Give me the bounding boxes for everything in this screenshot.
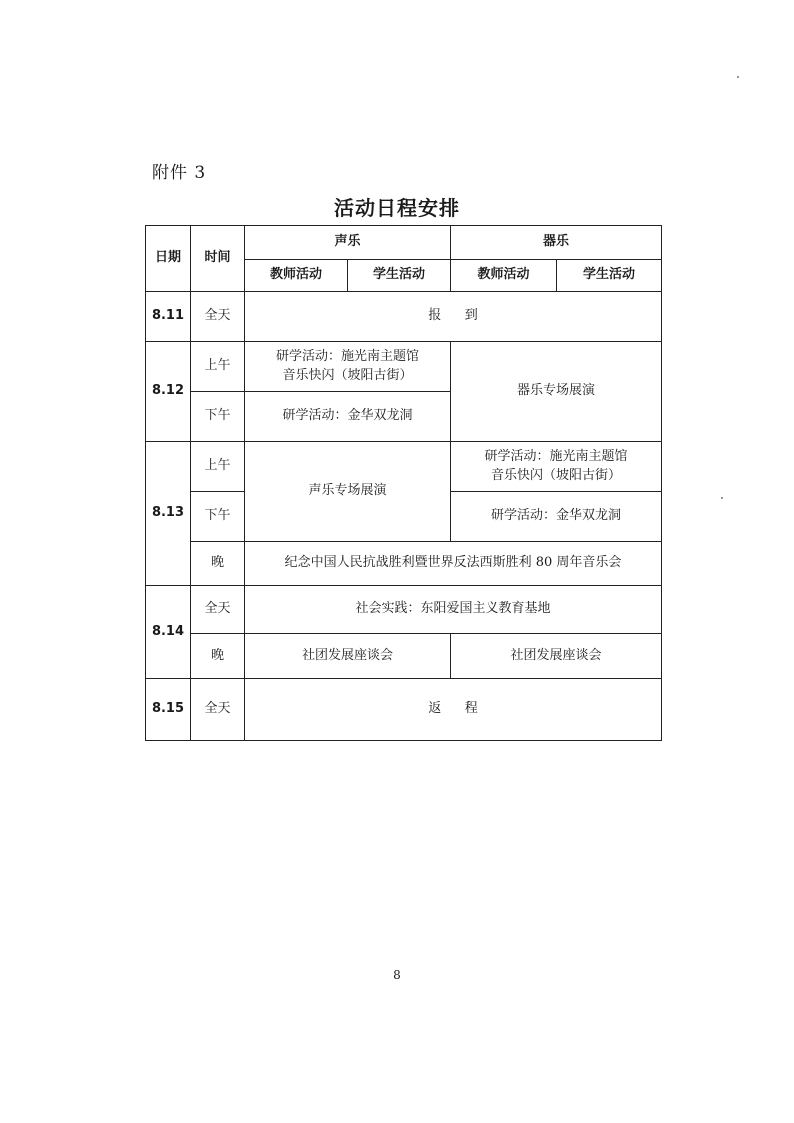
event-8-12-morning-vocal xyxy=(245,342,451,392)
header-date: 日期 xyxy=(146,226,191,292)
time-8-12-morning: 上午 xyxy=(191,342,245,392)
header-instr-teacher: 教师活动 xyxy=(451,260,557,292)
event-8-14-evening-instr: 社团发展座谈会 xyxy=(451,634,662,679)
event-8-13-vocal: 声乐专场展演 xyxy=(245,442,451,542)
schedule-table xyxy=(145,225,662,741)
event-8-13-afternoon-instr: 研学活动：金华双龙洞 xyxy=(451,492,662,542)
event-8-12-afternoon-vocal: 研学活动：金华双龙洞 xyxy=(245,392,451,442)
instr-8-13-line2: 音乐快闪（坡阳古街） xyxy=(491,467,622,483)
event-8-11-checkin xyxy=(245,292,662,342)
scan-speck xyxy=(737,76,739,78)
vocal-8-12-line2: 音乐快闪（坡阳古街） xyxy=(282,367,413,383)
time-8-14-evening: 晚 xyxy=(191,634,245,679)
time-8-15-allday: 全天 xyxy=(191,679,245,741)
header-vocal-teacher: 教师活动 xyxy=(245,260,348,292)
header-time: 时间 xyxy=(191,226,245,292)
header-vocal-student: 学生活动 xyxy=(348,260,451,292)
return-part2: 程 xyxy=(464,701,478,717)
event-8-14-practice: 社会实践：东阳爱国主义教育基地 xyxy=(245,586,662,634)
event-8-14-evening-vocal: 社团发展座谈会 xyxy=(245,634,451,679)
date-8-15: 8.15 xyxy=(146,679,191,741)
page-number: 8 xyxy=(393,968,401,982)
date-8-14: 8.14 xyxy=(146,586,191,679)
checkin-part1: 报 xyxy=(428,308,442,324)
scan-speck xyxy=(721,497,723,499)
event-8-13-morning-instr xyxy=(451,442,662,492)
date-8-13: 8.13 xyxy=(146,442,191,586)
attachment-label: 附件 3 xyxy=(152,163,207,183)
page-title: 活动日程安排 xyxy=(334,196,460,220)
event-8-12-instrumental: 器乐专场展演 xyxy=(451,342,662,442)
checkin-part2: 到 xyxy=(464,308,478,324)
time-8-12-afternoon: 下午 xyxy=(191,392,245,442)
date-8-12: 8.12 xyxy=(146,342,191,442)
time-8-13-afternoon: 下午 xyxy=(191,492,245,542)
header-vocal: 声乐 xyxy=(245,226,451,260)
time-8-13-morning: 上午 xyxy=(191,442,245,492)
time-8-13-evening: 晚 xyxy=(191,542,245,586)
return-part1: 返 xyxy=(428,701,442,717)
event-8-13-evening-concert: 纪念中国人民抗战胜利暨世界反法西斯胜利 80 周年音乐会 xyxy=(245,542,662,586)
vocal-8-12-line1: 研学活动：施光南主题馆 xyxy=(276,349,420,365)
instr-8-13-line1: 研学活动：施光南主题馆 xyxy=(484,449,628,465)
time-8-14-allday: 全天 xyxy=(191,586,245,634)
header-instr-student: 学生活动 xyxy=(557,260,662,292)
time-8-11-allday: 全天 xyxy=(191,292,245,342)
header-instrumental: 器乐 xyxy=(451,226,662,260)
date-8-11: 8.11 xyxy=(146,292,191,342)
event-8-15-return xyxy=(245,679,662,741)
